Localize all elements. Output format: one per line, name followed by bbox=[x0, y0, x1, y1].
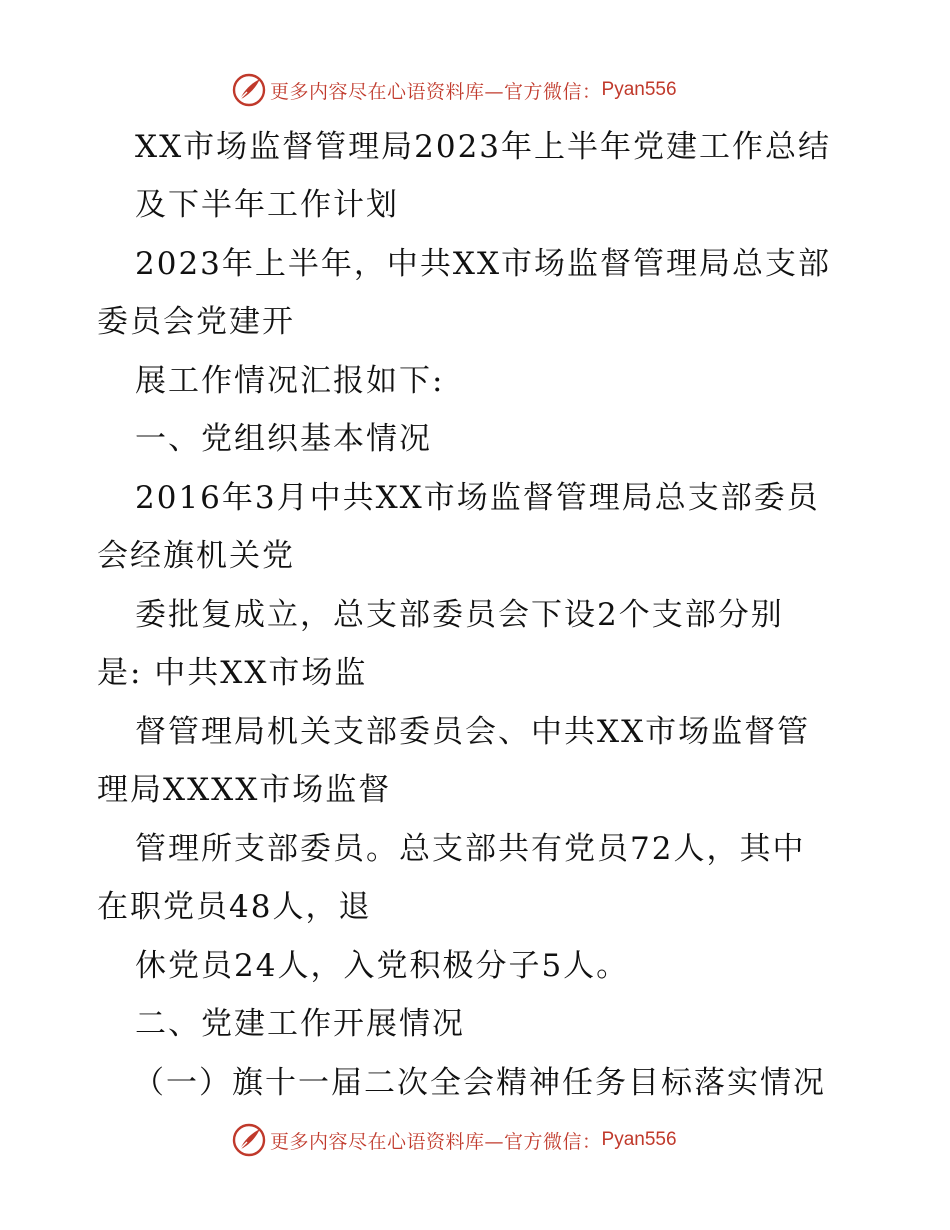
paragraph-line: 休党员24人，入党积极分子5人。 bbox=[135, 948, 630, 984]
paragraph-line: 督管理局机关支部委员会、中共XX市场监督管 bbox=[135, 714, 811, 750]
footer-watermark bbox=[232, 1122, 677, 1158]
title-line-2: 及下半年工作计划 bbox=[135, 187, 399, 223]
paragraph-line: 会经旗机关党 bbox=[97, 538, 295, 574]
title-line-1: XX市场监督管理局2023年上半年党建工作总结 bbox=[135, 129, 832, 165]
quill-logo-icon bbox=[232, 73, 266, 107]
paragraph-line: 委员会党建开 bbox=[97, 304, 295, 340]
section-heading-1: 一、党组织基本情况 bbox=[135, 421, 432, 457]
header-watermark bbox=[232, 72, 677, 108]
watermark-text: 更多内容尽在心语资料库—官方微信： bbox=[270, 1130, 602, 1153]
paragraph-line: 管理所支部委员。总支部共有党员72人，其中 bbox=[135, 831, 806, 867]
paragraph-line: 2016年3月中共XX市场监督管理局总支部委员 bbox=[135, 480, 820, 516]
paragraph-line: 2023年上半年，中共XX市场监督管理局总支部 bbox=[135, 246, 832, 282]
paragraph-line: 委批复成立，总支部委员会下设2个支部分别 bbox=[135, 597, 784, 633]
section-heading-2: 二、党建工作开展情况 bbox=[135, 1006, 465, 1042]
paragraph-line: 理局XXXX市场监督 bbox=[97, 772, 392, 808]
watermark-wechat-id: Pyan556 bbox=[601, 79, 677, 100]
quill-logo-icon bbox=[232, 1123, 266, 1157]
subsection-heading-1: （一）旗十一届二次全会精神任务目标落实情况 bbox=[133, 1065, 826, 1101]
watermark-text: 更多内容尽在心语资料库—官方微信： bbox=[270, 80, 602, 103]
paragraph-line: 展工作情况汇报如下: bbox=[135, 363, 445, 399]
watermark-wechat-id: Pyan556 bbox=[601, 1129, 677, 1150]
paragraph-line: 在职党员48人，退 bbox=[97, 889, 372, 925]
paragraph-line: 是: 中共XX市场监 bbox=[97, 655, 368, 691]
